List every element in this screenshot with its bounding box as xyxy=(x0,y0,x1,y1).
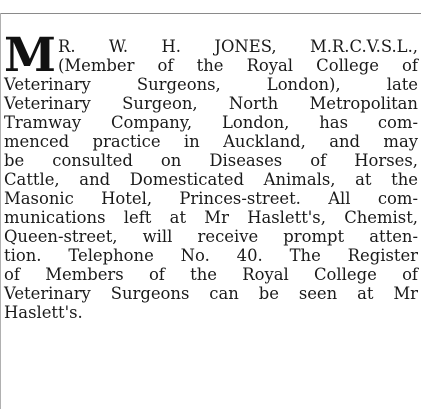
ad-line: Veterinary Surgeons can be seen at Mr xyxy=(4,284,418,303)
advertisement xyxy=(4,28,418,322)
ad-line: munications left at Mr Haslett's, Chemist, xyxy=(4,208,418,227)
drop-cap: M xyxy=(4,28,56,83)
ad-line: Haslett's. xyxy=(4,303,83,322)
ad-line: menced practice in Auckland, and may xyxy=(4,132,418,151)
ad-line: Cattle, and Domesticated Animals, at the xyxy=(4,170,418,189)
ad-line: Masonic Hotel, Princes-street. All com- xyxy=(4,189,418,208)
ad-line: Tramway Company, London, has com- xyxy=(4,113,418,132)
ad-line: tion. Telephone No. 40. The Register xyxy=(4,246,418,265)
ad-line: Veterinary Surgeon, North Metropolitan xyxy=(4,94,418,113)
ad-line: of Members of the Royal College of xyxy=(4,265,418,284)
ad-line: Veterinary Surgeons, London), late xyxy=(4,75,418,94)
top-column-rule xyxy=(0,13,421,14)
left-column-rule xyxy=(0,13,1,409)
ad-line: Queen-street, will receive prompt atten- xyxy=(4,227,418,246)
ad-line: be consulted on Diseases of Horses, xyxy=(4,151,418,170)
ad-line: R. W. H. JONES, M.R.C.V.S.L., xyxy=(58,37,418,56)
ad-line: (Member of the Royal College of xyxy=(58,56,418,75)
